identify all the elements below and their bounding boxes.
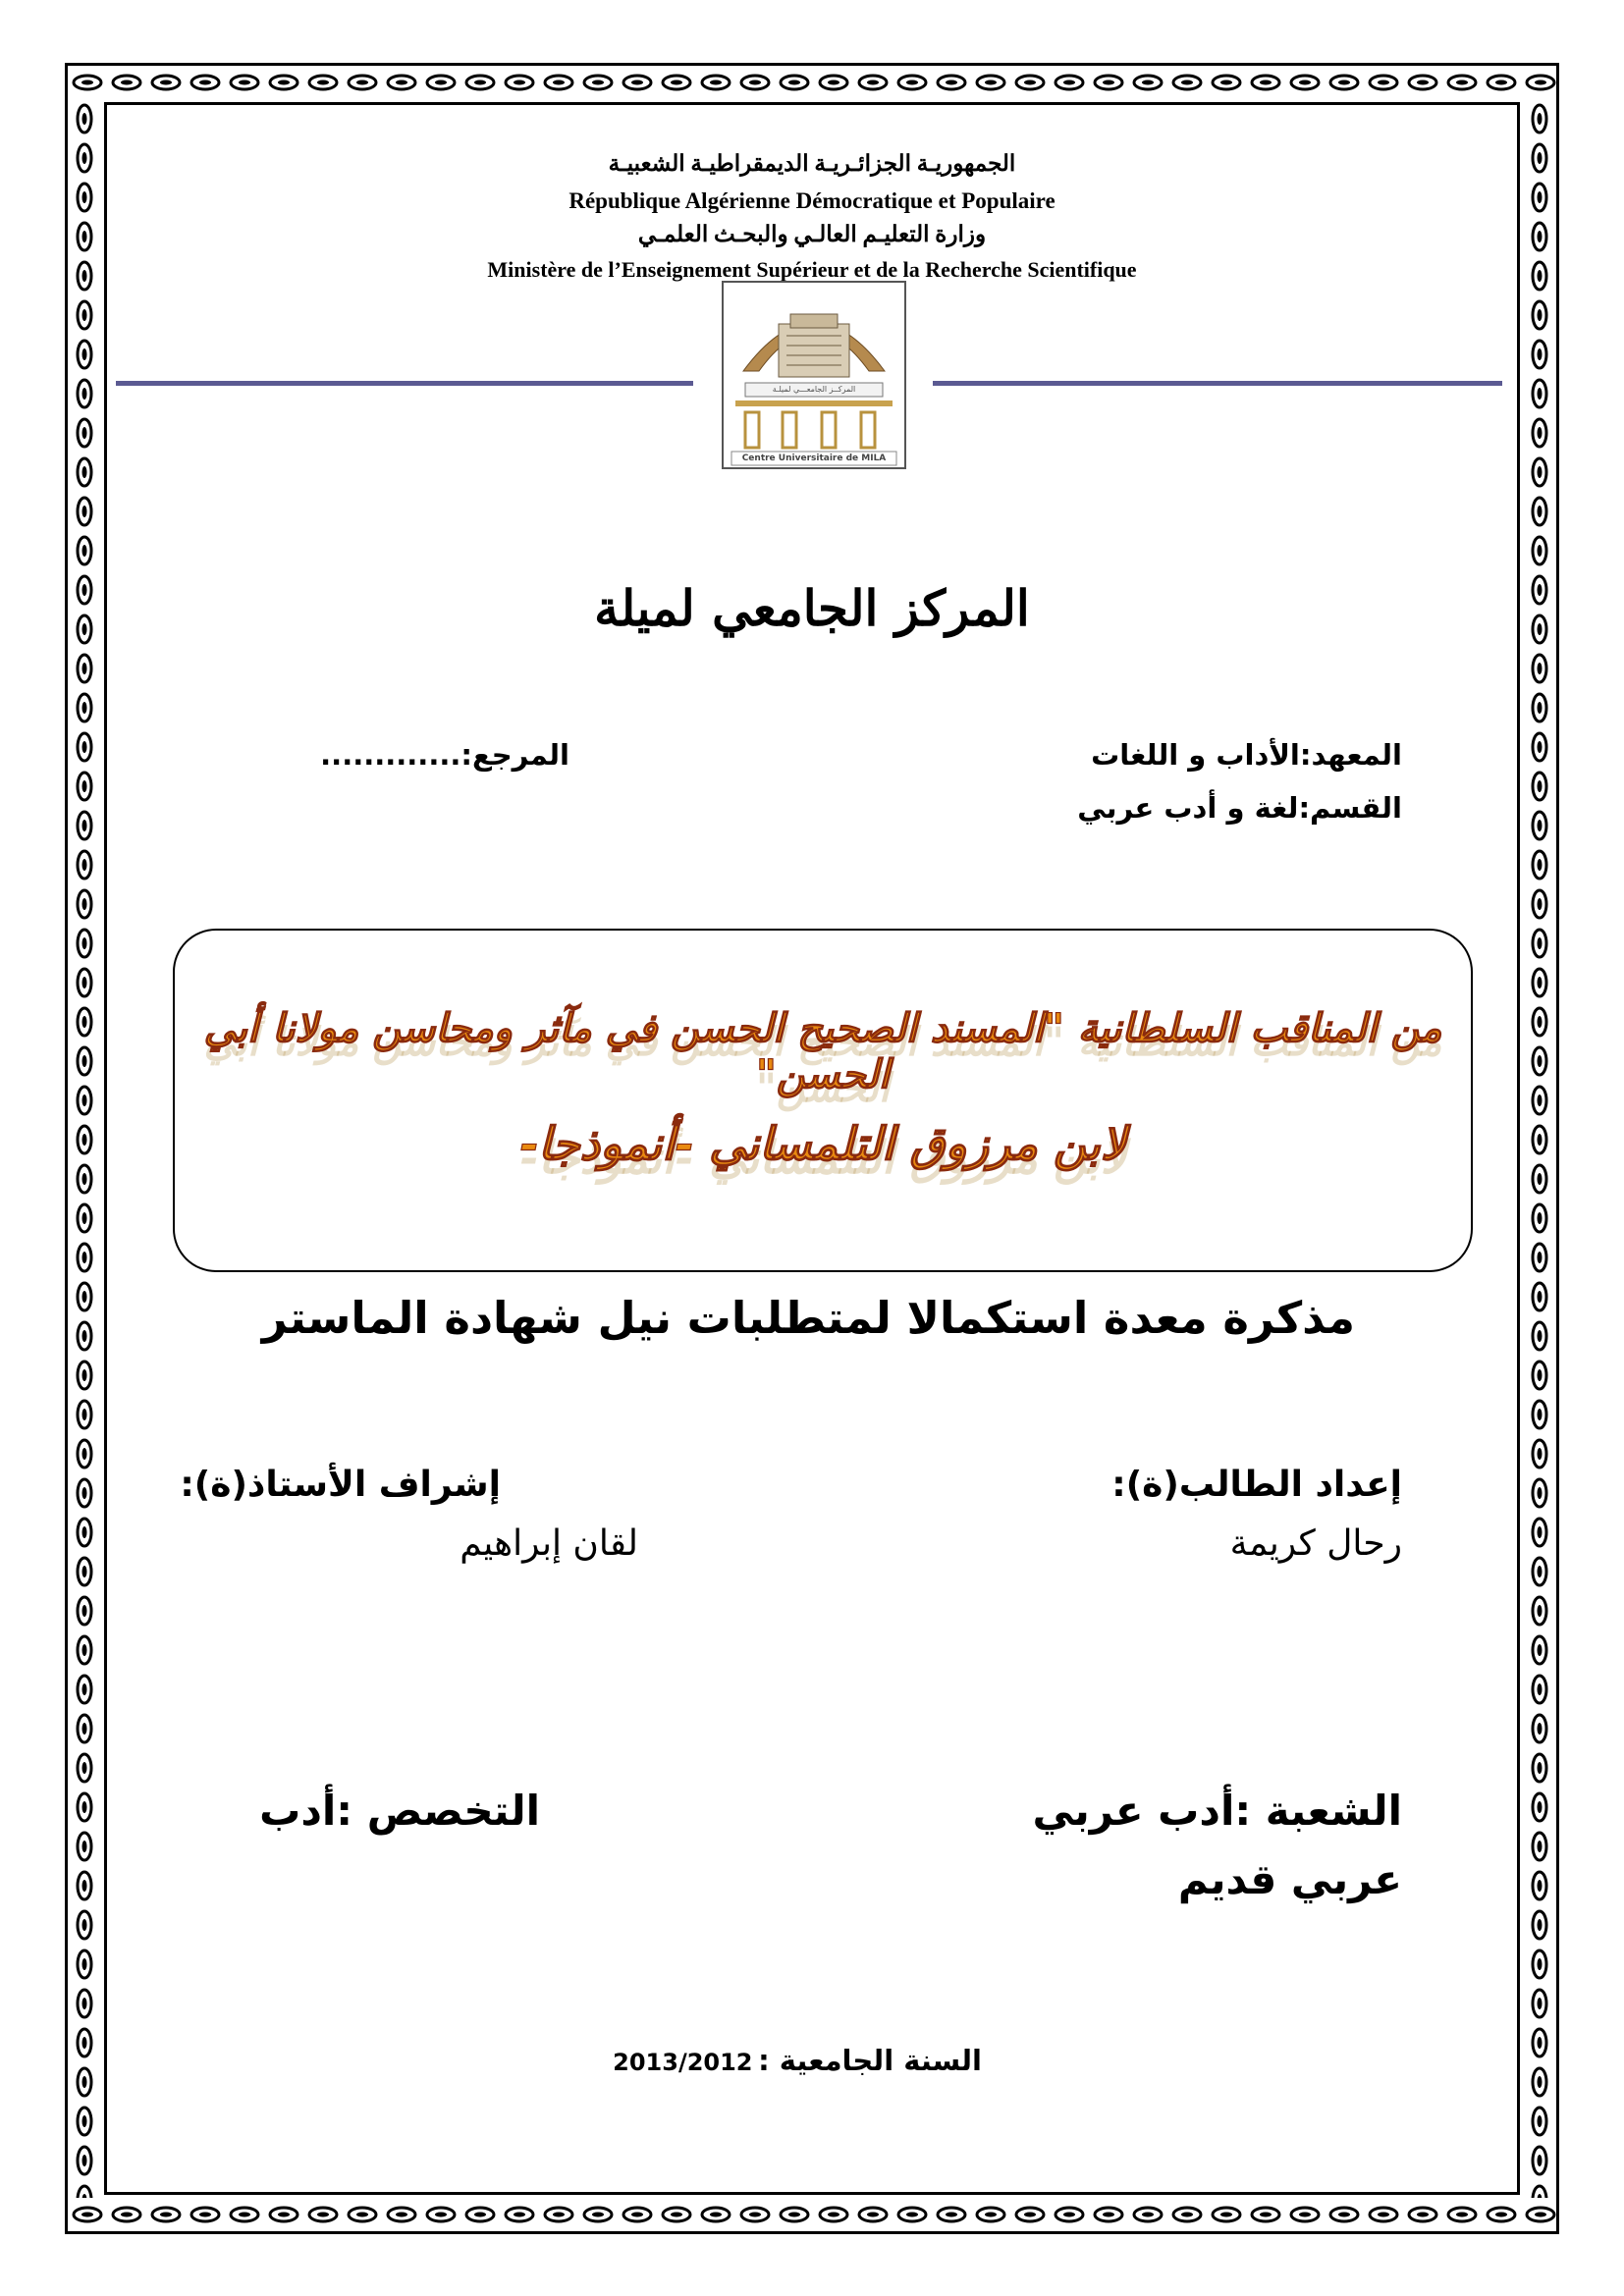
department-label: القسم:لغة و أدب عربي — [1077, 791, 1402, 825]
header-rule-left — [116, 381, 693, 386]
institute-label: المعهد:الأداب و اللغات — [1091, 738, 1402, 772]
header-rule-right — [933, 381, 1502, 386]
border-band-top — [68, 66, 1556, 99]
branch-continuation: عربي قديم — [1177, 1855, 1402, 1903]
header-republic-fr: République Algérienne Démocratique et Populaire — [568, 188, 1056, 213]
thesis-title-line2: لابن مرزوق التلمساني -أنموذجا- — [519, 1117, 1126, 1170]
header-ministry-ar: وزارة التعليـم العالـي والبحـث العلمـي — [637, 222, 987, 246]
logo-banner-text: المركــز الجامعـــي لميلـة — [772, 385, 856, 394]
branch-label: الشعبة :أدب عربي — [1032, 1787, 1402, 1835]
supervisor-name: لقان إبراهيم — [460, 1523, 638, 1564]
header-republic-ar: الجمهوريـة الجزائـريـة الديمقراطيـة الشعبيـة — [608, 151, 1016, 176]
border-band-right — [1523, 99, 1556, 2198]
institution-title: المركز الجامعي لميلة — [594, 579, 1030, 637]
university-logo — [722, 281, 906, 469]
academic-year-label: السنة الجامعية : — [758, 2044, 982, 2077]
academic-year — [491, 2044, 982, 2077]
thesis-subtitle: مذكرة معدة استكمالا لمتطلبات نيل شهادة الماستر — [261, 1292, 1355, 1344]
thesis-title-box — [173, 929, 1473, 1272]
header-ministry-fr: Ministère de l’Enseignement Supérieur et de la Recherche Scientifique — [487, 257, 1137, 282]
academic-year-value: 2013/2012 — [613, 2049, 753, 2076]
thesis-title-line1: من المناقب السلطانية "المسند الصحيح الحسن في مآثر ومحاسن مولانا أبي الحسن" — [203, 1005, 1442, 1097]
reference-label: المرجع:............. — [320, 738, 569, 772]
student-name: رحال كريمة — [1229, 1523, 1402, 1564]
border-band-left — [68, 99, 101, 2198]
logo-caption: Centre Universitaire de MILA — [741, 454, 887, 463]
supervisor-label: إشراف الأستاذ(ة): — [180, 1465, 501, 1505]
specialization-label: التخصص :أدب — [259, 1787, 540, 1835]
student-label: إعداد الطالب(ة): — [1111, 1465, 1402, 1505]
border-band-bottom — [68, 2198, 1556, 2231]
